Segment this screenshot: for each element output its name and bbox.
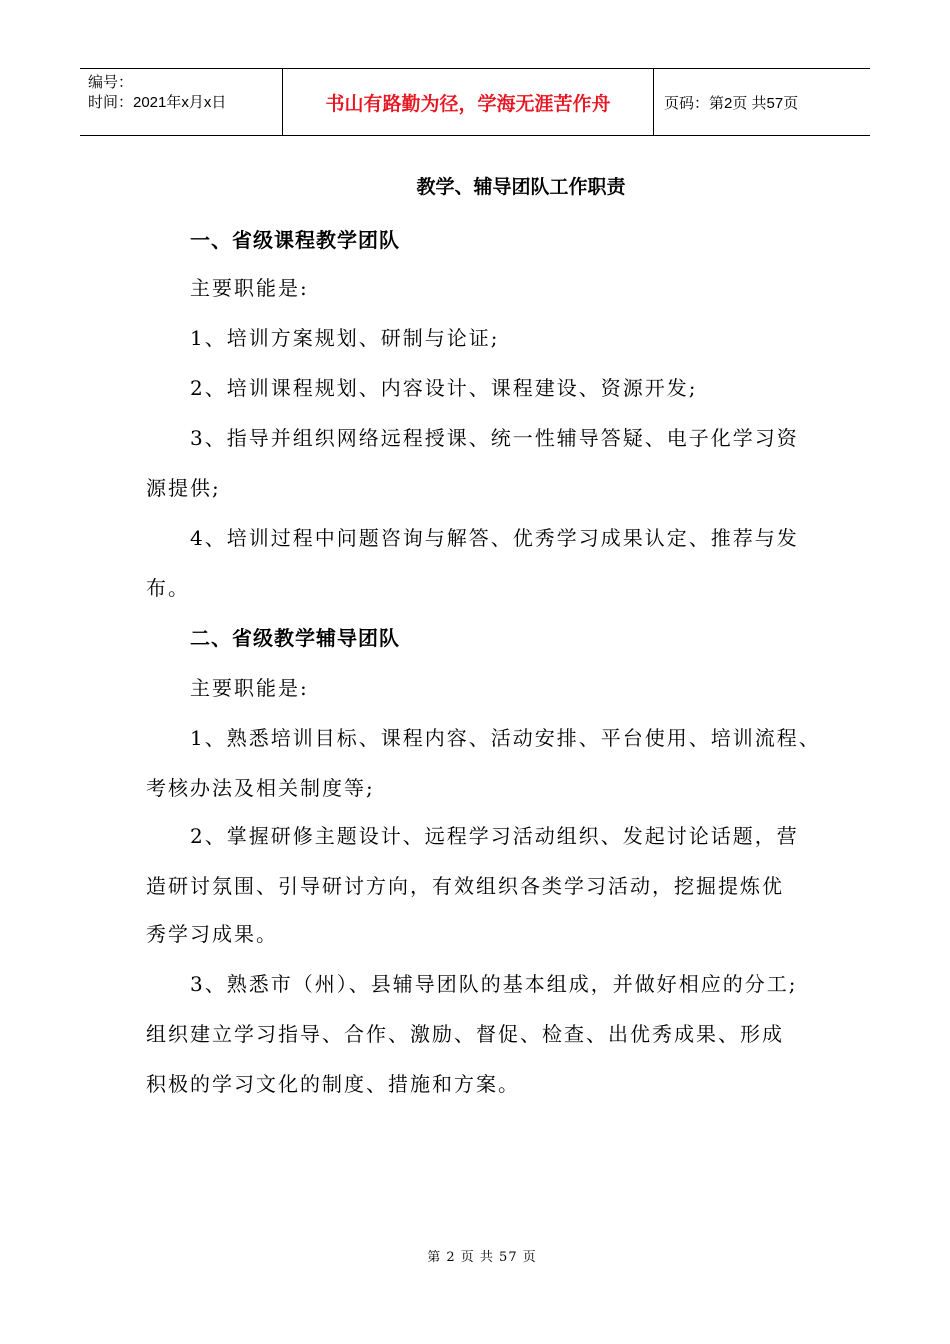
paragraph-line: 1、熟悉培训目标、课程内容、活动安排、平台使用、培训流程、 bbox=[190, 726, 821, 750]
paragraph-line: 源提供; bbox=[146, 476, 221, 500]
header-meta bbox=[80, 69, 282, 135]
paragraph-line: 秀学习成果。 bbox=[146, 922, 278, 946]
header-page-info: 页码：第2页 共57页 bbox=[664, 94, 799, 112]
date-label: 时间：2021年x月x日 bbox=[88, 94, 227, 111]
section-intro: 主要职能是: bbox=[190, 276, 309, 300]
document-title: 教学、辅导团队工作职责 bbox=[416, 176, 626, 198]
paragraph-line: 考核办法及相关制度等; bbox=[146, 776, 375, 800]
section-heading: 二、省级教学辅导团队 bbox=[190, 626, 400, 650]
page-header bbox=[80, 68, 870, 136]
paragraph-line: 造研讨氛围、引导研讨方向，有效组织各类学习活动，挖掘提炼优 bbox=[146, 874, 784, 898]
paragraph-line: 4、培训过程中问题咨询与解答、优秀学习成果认定、推荐与发 bbox=[190, 526, 799, 550]
page-footer: 第 2 页 共 57 页 bbox=[427, 1250, 537, 1265]
section-heading: 一、省级课程教学团队 bbox=[190, 228, 400, 252]
paragraph-line: 1、培训方案规划、研制与论证; bbox=[190, 326, 500, 350]
section-intro: 主要职能是: bbox=[190, 676, 309, 700]
paragraph-line: 布。 bbox=[146, 576, 190, 600]
paragraph-line: 2、掌握研修主题设计、远程学习活动组织、发起讨论话题，营 bbox=[190, 824, 799, 848]
paragraph-line: 3、指导并组织网络远程授课、统一性辅导答疑、电子化学习资 bbox=[190, 426, 799, 450]
paragraph-line: 组织建立学习指导、合作、激励、督促、检查、出优秀成果、形成 bbox=[146, 1022, 784, 1046]
number-label: 编号： bbox=[88, 74, 134, 91]
paragraph-line: 3、熟悉市（州）、县辅导团队的基本组成，并做好相应的分工; bbox=[190, 972, 798, 996]
paragraph-line: 2、培训课程规划、内容设计、课程建设、资源开发; bbox=[190, 376, 698, 400]
header-motto: 书山有路勤为径，学海无涯苦作舟 bbox=[282, 69, 654, 135]
paragraph-line: 积极的学习文化的制度、措施和方案。 bbox=[146, 1072, 520, 1096]
